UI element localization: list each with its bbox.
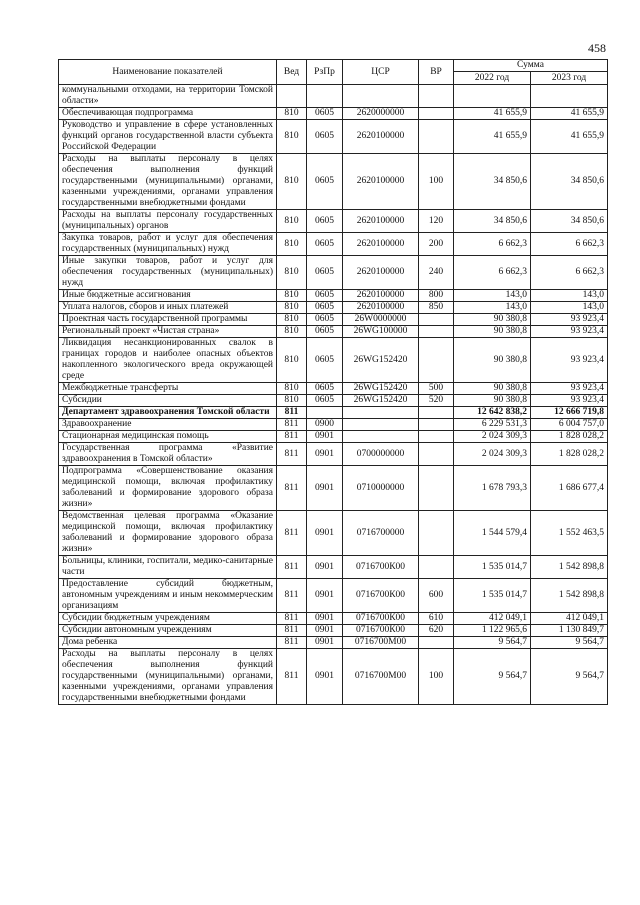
row-name: Расходы на выплаты персоналу в целях обеспечения выполнения функций государственными (муниципальными) органами, казенными учреждениями, органами управления государственными внебюджетными фондами [59, 154, 277, 210]
row-vr: 100 [419, 649, 454, 705]
row-sum-2022: 1 544 579,4 [454, 511, 531, 556]
row-ved: 811 [277, 637, 307, 649]
row-sum-2023: 1 130 849,7 [531, 625, 608, 637]
row-sum-2022 [454, 85, 531, 108]
row-sum-2022: 1 535 014,7 [454, 579, 531, 613]
row-csr [343, 419, 419, 431]
row-name: Проектная часть государственной программы [59, 314, 277, 326]
row-rzpr: 0901 [307, 443, 343, 466]
row-vr: 620 [419, 625, 454, 637]
table-row [59, 625, 608, 637]
row-name: Расходы на выплаты персоналу государственных (муниципальных) органов [59, 210, 277, 233]
row-sum-2023: 93 923,4 [531, 314, 608, 326]
row-csr: 0710000000 [343, 466, 419, 511]
table-row [59, 326, 608, 338]
row-rzpr: 0605 [307, 338, 343, 383]
row-vr: 120 [419, 210, 454, 233]
row-vr [419, 637, 454, 649]
row-sum-2023: 93 923,4 [531, 395, 608, 407]
row-sum-2022: 143,0 [454, 290, 531, 302]
row-sum-2023: 143,0 [531, 302, 608, 314]
row-csr [343, 431, 419, 443]
row-vr: 520 [419, 395, 454, 407]
row-sum-2022: 90 380,8 [454, 338, 531, 383]
row-ved: 810 [277, 326, 307, 338]
row-ved: 810 [277, 210, 307, 233]
row-sum-2023: 1 542 898,8 [531, 556, 608, 579]
row-ved: 810 [277, 120, 307, 154]
row-name: Межбюджетные трансферты [59, 383, 277, 395]
row-name: Государственная программа «Развитие здравоохранения в Томской области» [59, 443, 277, 466]
row-ved: 810 [277, 290, 307, 302]
row-vr [419, 85, 454, 108]
row-name: Иные бюджетные ассигнования [59, 290, 277, 302]
row-sum-2023: 41 655,9 [531, 120, 608, 154]
row-rzpr: 0605 [307, 302, 343, 314]
row-sum-2023: 412 049,1 [531, 613, 608, 625]
row-csr: 26WG152420 [343, 395, 419, 407]
row-ved: 811 [277, 443, 307, 466]
row-vr [419, 407, 454, 419]
row-rzpr: 0901 [307, 511, 343, 556]
table-row [59, 108, 608, 120]
header-ved: Вед [277, 60, 307, 85]
row-rzpr: 0605 [307, 314, 343, 326]
row-csr: 26W0000000 [343, 314, 419, 326]
row-sum-2023: 9 564,7 [531, 637, 608, 649]
row-ved: 811 [277, 579, 307, 613]
row-sum-2022: 90 380,8 [454, 326, 531, 338]
row-vr [419, 431, 454, 443]
row-rzpr: 0901 [307, 431, 343, 443]
row-vr [419, 419, 454, 431]
row-sum-2023: 1 686 677,4 [531, 466, 608, 511]
table-row [59, 466, 608, 511]
row-csr: 2620100000 [343, 210, 419, 233]
row-rzpr: 0900 [307, 419, 343, 431]
table-row [59, 233, 608, 256]
row-rzpr: 0901 [307, 613, 343, 625]
row-ved: 811 [277, 431, 307, 443]
row-csr: 26WG152420 [343, 383, 419, 395]
row-vr [419, 466, 454, 511]
table-row [59, 637, 608, 649]
row-name: Субсидии бюджетным учреждениям [59, 613, 277, 625]
table-row [59, 419, 608, 431]
row-vr: 800 [419, 290, 454, 302]
row-vr: 200 [419, 233, 454, 256]
row-name: Руководство и управление в сфере установленных функций органов государственной власти субъекта Российской Федерации [59, 120, 277, 154]
row-rzpr: 0605 [307, 108, 343, 120]
header-year-2023: 2023 год [531, 72, 608, 85]
row-name: Предоставление субсидий бюджетным, автономным учреждениям и иным некоммерческим организациям [59, 579, 277, 613]
row-csr: 0716700К00 [343, 579, 419, 613]
row-rzpr [307, 407, 343, 419]
table-row [59, 395, 608, 407]
row-sum-2022: 412 049,1 [454, 613, 531, 625]
row-csr [343, 407, 419, 419]
row-rzpr: 0605 [307, 233, 343, 256]
row-rzpr: 0605 [307, 290, 343, 302]
row-name: Стационарная медицинская помощь [59, 431, 277, 443]
row-sum-2023: 1 828 028,2 [531, 431, 608, 443]
row-rzpr: 0901 [307, 637, 343, 649]
row-ved: 811 [277, 625, 307, 637]
table-row [59, 613, 608, 625]
row-vr [419, 326, 454, 338]
row-rzpr: 0901 [307, 466, 343, 511]
row-ved: 811 [277, 556, 307, 579]
row-name: Закупка товаров, работ и услуг для обеспечения государственных (муниципальных) нужд [59, 233, 277, 256]
table-row [59, 314, 608, 326]
table-row [59, 210, 608, 233]
row-sum-2022: 6 229 531,3 [454, 419, 531, 431]
table-row [59, 383, 608, 395]
table-row [59, 120, 608, 154]
row-rzpr: 0901 [307, 579, 343, 613]
row-sum-2022: 90 380,8 [454, 314, 531, 326]
row-vr: 610 [419, 613, 454, 625]
table-row [59, 649, 608, 705]
row-name: Больницы, клиники, госпитали, медико-санитарные части [59, 556, 277, 579]
table-row [59, 154, 608, 210]
row-csr: 2620100000 [343, 120, 419, 154]
row-name: Субсидии [59, 395, 277, 407]
table-row [59, 443, 608, 466]
row-sum-2023: 9 564,7 [531, 649, 608, 705]
row-vr [419, 338, 454, 383]
row-sum-2022: 41 655,9 [454, 108, 531, 120]
table-row [59, 256, 608, 290]
row-sum-2022: 12 642 838,2 [454, 407, 531, 419]
row-vr: 600 [419, 579, 454, 613]
table-row [59, 290, 608, 302]
row-sum-2023: 93 923,4 [531, 338, 608, 383]
row-ved [277, 85, 307, 108]
row-rzpr: 0605 [307, 154, 343, 210]
row-csr: 0716700К00 [343, 556, 419, 579]
row-ved: 810 [277, 154, 307, 210]
row-sum-2022: 9 564,7 [454, 649, 531, 705]
row-sum-2022: 34 850,6 [454, 210, 531, 233]
row-ved: 811 [277, 649, 307, 705]
row-rzpr: 0901 [307, 556, 343, 579]
row-csr: 2620100000 [343, 302, 419, 314]
row-name: Ведомственная целевая программа «Оказание медицинской помощи, включая профилактику заболеваний и формирование здорового образа жизни» [59, 511, 277, 556]
row-sum-2023: 6 662,3 [531, 256, 608, 290]
row-csr: 0700000000 [343, 443, 419, 466]
row-rzpr [307, 85, 343, 108]
row-csr: 0716700К00 [343, 613, 419, 625]
row-sum-2023: 6 662,3 [531, 233, 608, 256]
table-row [59, 338, 608, 383]
row-sum-2022: 2 024 309,3 [454, 443, 531, 466]
header-rzpr: РзПр [307, 60, 343, 85]
row-sum-2022: 6 662,3 [454, 233, 531, 256]
row-sum-2022: 2 024 309,3 [454, 431, 531, 443]
row-sum-2022: 143,0 [454, 302, 531, 314]
row-rzpr: 0605 [307, 383, 343, 395]
row-ved: 810 [277, 302, 307, 314]
row-ved: 810 [277, 395, 307, 407]
row-vr [419, 511, 454, 556]
table-body [59, 85, 608, 705]
row-vr [419, 314, 454, 326]
row-ved: 811 [277, 511, 307, 556]
row-vr [419, 120, 454, 154]
header-name: Наименование показателей [59, 60, 277, 85]
table-row [59, 85, 608, 108]
row-rzpr: 0901 [307, 625, 343, 637]
row-csr: 0716700М00 [343, 637, 419, 649]
row-sum-2023: 6 004 757,0 [531, 419, 608, 431]
row-ved: 810 [277, 314, 307, 326]
page-number: 458 [588, 41, 606, 55]
header-year-2022: 2022 год [454, 72, 531, 85]
row-name: Обеспечивающая подпрограмма [59, 108, 277, 120]
row-name: Региональный проект «Чистая страна» [59, 326, 277, 338]
row-name: Иные закупки товаров, работ и услуг для обеспечения государственных (муниципальных) нужд [59, 256, 277, 290]
row-name: Расходы на выплаты персоналу в целях обеспечения выполнения функций государственными (муниципальными) органами, казенными учреждениями, органами управления государственными внебюджетными фондами [59, 649, 277, 705]
row-csr: 2620100000 [343, 290, 419, 302]
table-row [59, 431, 608, 443]
row-rzpr: 0901 [307, 649, 343, 705]
row-sum-2022: 90 380,8 [454, 395, 531, 407]
row-sum-2023: 1 828 028,2 [531, 443, 608, 466]
row-vr: 850 [419, 302, 454, 314]
table-row [59, 407, 608, 419]
row-sum-2023: 1 552 463,5 [531, 511, 608, 556]
row-name: Субсидии автономным учреждениям [59, 625, 277, 637]
row-vr: 240 [419, 256, 454, 290]
row-vr [419, 443, 454, 466]
row-name: Ликвидация несанкционированных свалок в границах городов и наиболее опасных объектов накопленного экологического вреда окружающей среде [59, 338, 277, 383]
row-csr: 0716700000 [343, 511, 419, 556]
row-vr: 100 [419, 154, 454, 210]
row-sum-2022: 9 564,7 [454, 637, 531, 649]
row-name: Дома ребенка [59, 637, 277, 649]
row-sum-2022: 1 535 014,7 [454, 556, 531, 579]
header-csr: ЦСР [343, 60, 419, 85]
row-name: Здравоохранение [59, 419, 277, 431]
row-csr: 2620100000 [343, 233, 419, 256]
table-header [59, 60, 608, 85]
row-rzpr: 0605 [307, 120, 343, 154]
row-sum-2023: 12 666 719,8 [531, 407, 608, 419]
row-vr: 500 [419, 383, 454, 395]
row-name: Подпрограмма «Совершенствование оказания медицинской помощи, включая профилактику заболеваний и формирование здорового образа жизни» [59, 466, 277, 511]
row-sum-2022: 34 850,6 [454, 154, 531, 210]
table-row [59, 511, 608, 556]
row-sum-2022: 1 678 793,3 [454, 466, 531, 511]
row-rzpr: 0605 [307, 395, 343, 407]
row-ved: 810 [277, 108, 307, 120]
row-csr [343, 85, 419, 108]
row-sum-2022: 6 662,3 [454, 256, 531, 290]
row-csr: 26WG152420 [343, 338, 419, 383]
table-row [59, 302, 608, 314]
row-csr: 2620100000 [343, 256, 419, 290]
row-ved: 810 [277, 338, 307, 383]
row-sum-2023 [531, 85, 608, 108]
row-name: Департамент здравоохранения Томской области [59, 407, 277, 419]
row-rzpr: 0605 [307, 326, 343, 338]
row-csr: 2620000000 [343, 108, 419, 120]
row-sum-2022: 90 380,8 [454, 383, 531, 395]
row-csr: 0716700К00 [343, 625, 419, 637]
row-name: Уплата налогов, сборов и иных платежей [59, 302, 277, 314]
row-name: коммунальными отходами, на территории Томской области» [59, 85, 277, 108]
row-sum-2023: 34 850,6 [531, 154, 608, 210]
row-ved: 810 [277, 233, 307, 256]
row-sum-2023: 143,0 [531, 290, 608, 302]
row-sum-2022: 41 655,9 [454, 120, 531, 154]
row-csr: 26WG100000 [343, 326, 419, 338]
header-sum: Сумма [454, 60, 608, 72]
budget-table [58, 59, 608, 705]
row-ved: 810 [277, 256, 307, 290]
row-rzpr: 0605 [307, 256, 343, 290]
row-sum-2023: 93 923,4 [531, 383, 608, 395]
row-csr: 0716700М00 [343, 649, 419, 705]
row-sum-2022: 1 122 965,6 [454, 625, 531, 637]
row-vr [419, 556, 454, 579]
row-ved: 811 [277, 613, 307, 625]
row-sum-2023: 1 542 898,8 [531, 579, 608, 613]
row-csr: 2620100000 [343, 154, 419, 210]
row-sum-2023: 93 923,4 [531, 326, 608, 338]
header-vr: ВР [419, 60, 454, 85]
row-rzpr: 0605 [307, 210, 343, 233]
row-ved: 811 [277, 419, 307, 431]
table-row [59, 556, 608, 579]
row-ved: 811 [277, 407, 307, 419]
table-row [59, 579, 608, 613]
row-vr [419, 108, 454, 120]
row-ved: 810 [277, 383, 307, 395]
row-sum-2023: 34 850,6 [531, 210, 608, 233]
row-sum-2023: 41 655,9 [531, 108, 608, 120]
row-ved: 811 [277, 466, 307, 511]
